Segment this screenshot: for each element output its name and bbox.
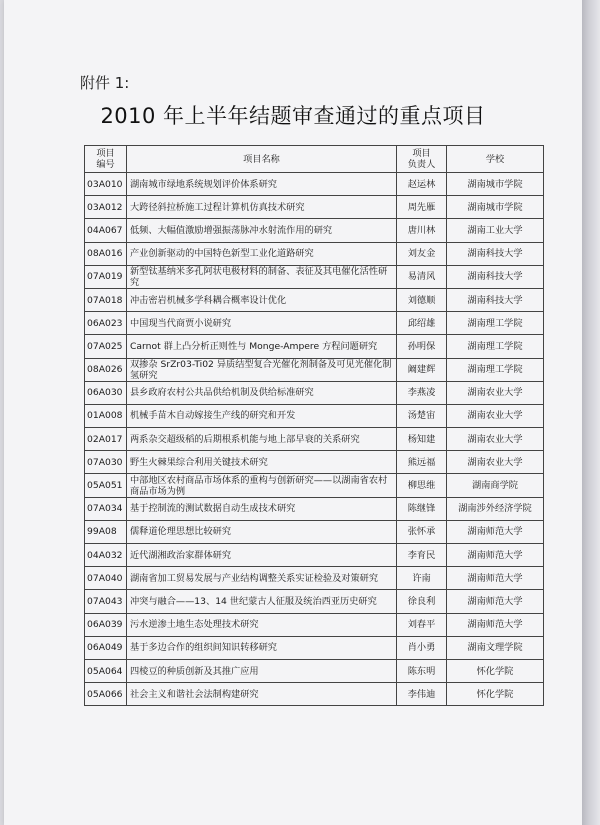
attachment-label: 附件 1: [80,74,130,92]
cell-school: 湖南理工学院 [447,335,544,358]
cell-name: 基于控制流的测试数据自动生成技术研究 [127,497,397,520]
cell-name: 湖南城市绿地系统规划评价体系研究 [127,173,397,196]
cell-leader: 周先雁 [397,196,447,219]
cell-code: 07A030 [85,451,127,474]
table-row [85,544,544,567]
cell-code: 07A043 [85,590,127,613]
cell-code: 07A018 [85,288,127,311]
table-row [85,265,544,288]
cell-code: 05A066 [85,683,127,706]
table-row [85,520,544,543]
cell-school: 湖南师范大学 [447,520,544,543]
cell-code: 07A019 [85,265,127,288]
cell-school: 湖南农业大学 [447,404,544,427]
table-row [85,683,544,706]
cell-leader: 汤楚宙 [397,404,447,427]
cell-leader: 陈东明 [397,659,447,682]
table-row [85,173,544,196]
table-row [85,497,544,520]
cell-name: 冲击密岩机械多学科耦合概率设计优化 [127,288,397,311]
table-row [85,312,544,335]
cell-code: 99A08 [85,520,127,543]
cell-name: 县乡政府农村公共品供给机制及供给标准研究 [127,381,397,404]
cell-school: 湖南城市学院 [447,173,544,196]
cell-name: 湖南省加工贸易发展与产业结构调整关系实证检验及对策研究 [127,567,397,590]
page-title: 2010 年上半年结题审查通过的重点项目 [100,104,486,128]
cell-name: 污水逆渗土地生态处理技术研究 [127,613,397,636]
cell-leader: 邱绍雄 [397,312,447,335]
cell-code: 06A039 [85,613,127,636]
cell-leader: 徐良利 [397,590,447,613]
cell-leader: 阚建辉 [397,358,447,381]
cell-name: 近代湖湘政治家群体研究 [127,544,397,567]
cell-school: 湖南师范大学 [447,544,544,567]
cell-code: 07A034 [85,497,127,520]
table-row [85,636,544,659]
cell-leader: 唐川林 [397,219,447,242]
table-header [85,146,544,173]
cell-school: 湖南师范大学 [447,590,544,613]
table-body [85,173,544,706]
cell-code: 04A067 [85,219,127,242]
cell-name: 两系杂交超级稻的后期根系机能与地上部早衰的关系研究 [127,428,397,451]
cell-leader: 李燕凌 [397,381,447,404]
cell-code: 07A025 [85,335,127,358]
cell-school: 湖南城市学院 [447,196,544,219]
cell-code: 03A012 [85,196,127,219]
cell-leader: 刘春平 [397,613,447,636]
cell-leader: 刘德顺 [397,288,447,311]
cell-name: 机械手苗木自动嫁接生产线的研究和开发 [127,404,397,427]
cell-leader: 李育民 [397,544,447,567]
cell-name: 基于多边合作的组织间知识转移研究 [127,636,397,659]
cell-code: 05A064 [85,659,127,682]
cell-name: 四棱豆的种质创新及其推广应用 [127,659,397,682]
cell-school: 湖南师范大学 [447,613,544,636]
cell-school: 湖南商学院 [447,474,544,497]
document-page [4,0,582,825]
cell-school: 怀化学院 [447,659,544,682]
cell-school: 湖南涉外经济学院 [447,497,544,520]
cell-leader: 易清风 [397,265,447,288]
table-row [85,288,544,311]
cell-leader: 熊远福 [397,451,447,474]
cell-name: 冲突与融合——13、14 世纪蒙古人征服及统治西亚历史研究 [127,590,397,613]
cell-name: 新型钛基纳米多孔阿状电极材料的制备、表征及其电催化活性研究 [127,265,397,288]
cell-name: 中部地区农村商品市场体系的重构与创新研究——以湖南省农村商品市场为例 [127,474,397,497]
cell-code: 05A051 [85,474,127,497]
cell-school: 湖南理工学院 [447,358,544,381]
cell-school: 湖南科技大学 [447,242,544,265]
cell-school: 湖南科技大学 [447,265,544,288]
cell-school: 湖南科技大学 [447,288,544,311]
cell-code: 03A010 [85,173,127,196]
cell-code: 04A032 [85,544,127,567]
cell-code: 01A008 [85,404,127,427]
cell-leader: 刘友金 [397,242,447,265]
cell-code: 06A023 [85,312,127,335]
projects-table [84,145,544,706]
cell-code: 02A017 [85,428,127,451]
cell-leader: 张怀承 [397,520,447,543]
table-row [85,428,544,451]
cell-code: 06A049 [85,636,127,659]
table-row [85,590,544,613]
cell-code: 06A030 [85,381,127,404]
header-leader: 项目 负责人 [397,146,447,173]
header-school: 学校 [447,146,544,173]
table-row [85,219,544,242]
cell-school: 湖南工业大学 [447,219,544,242]
cell-name: 低频、大幅值激励增强振荡脉冲水射流作用的研究 [127,219,397,242]
cell-leader: 赵运林 [397,173,447,196]
cell-leader: 杨知建 [397,428,447,451]
cell-name: 中国现当代商贾小说研究 [127,312,397,335]
cell-leader: 孙明保 [397,335,447,358]
cell-name: Carnot 群上凸分析正则性与 Monge-Ampere 方程问题研究 [127,335,397,358]
cell-leader: 许南 [397,567,447,590]
table-row [85,335,544,358]
table-row [85,451,544,474]
header-code: 项目 编号 [85,146,127,173]
table-row [85,196,544,219]
header-name: 项目名称 [127,146,397,173]
cell-code: 08A016 [85,242,127,265]
cell-school: 湖南师范大学 [447,567,544,590]
table-row [85,567,544,590]
page-edge-shadow [582,0,600,825]
cell-name: 双掺杂 SrZr03-Ti02 异质结型复合光催化剂制备及可见光催化制氢研究 [127,358,397,381]
cell-name: 社会主义和谐社会法制构建研究 [127,683,397,706]
cell-school: 怀化学院 [447,683,544,706]
cell-name: 产业创新驱动的中国特色新型工业化道路研究 [127,242,397,265]
cell-name: 大跨径斜拉桥施工过程计算机仿真技术研究 [127,196,397,219]
table-row [85,613,544,636]
cell-school: 湖南理工学院 [447,312,544,335]
table-row [85,242,544,265]
cell-name: 野生火棘果综合利用关键技术研究 [127,451,397,474]
cell-leader: 肖小勇 [397,636,447,659]
table-row [85,474,544,497]
cell-leader: 李伟迪 [397,683,447,706]
cell-code: 07A040 [85,567,127,590]
cell-school: 湖南农业大学 [447,451,544,474]
table-row [85,404,544,427]
cell-leader: 陈继锋 [397,497,447,520]
cell-school: 湖南文理学院 [447,636,544,659]
table-row [85,358,544,381]
cell-school: 湖南农业大学 [447,428,544,451]
table-row [85,659,544,682]
cell-code: 08A026 [85,358,127,381]
cell-school: 湖南农业大学 [447,381,544,404]
cell-leader: 柳思维 [397,474,447,497]
table-row [85,381,544,404]
cell-name: 儒释道伦理思想比较研究 [127,520,397,543]
